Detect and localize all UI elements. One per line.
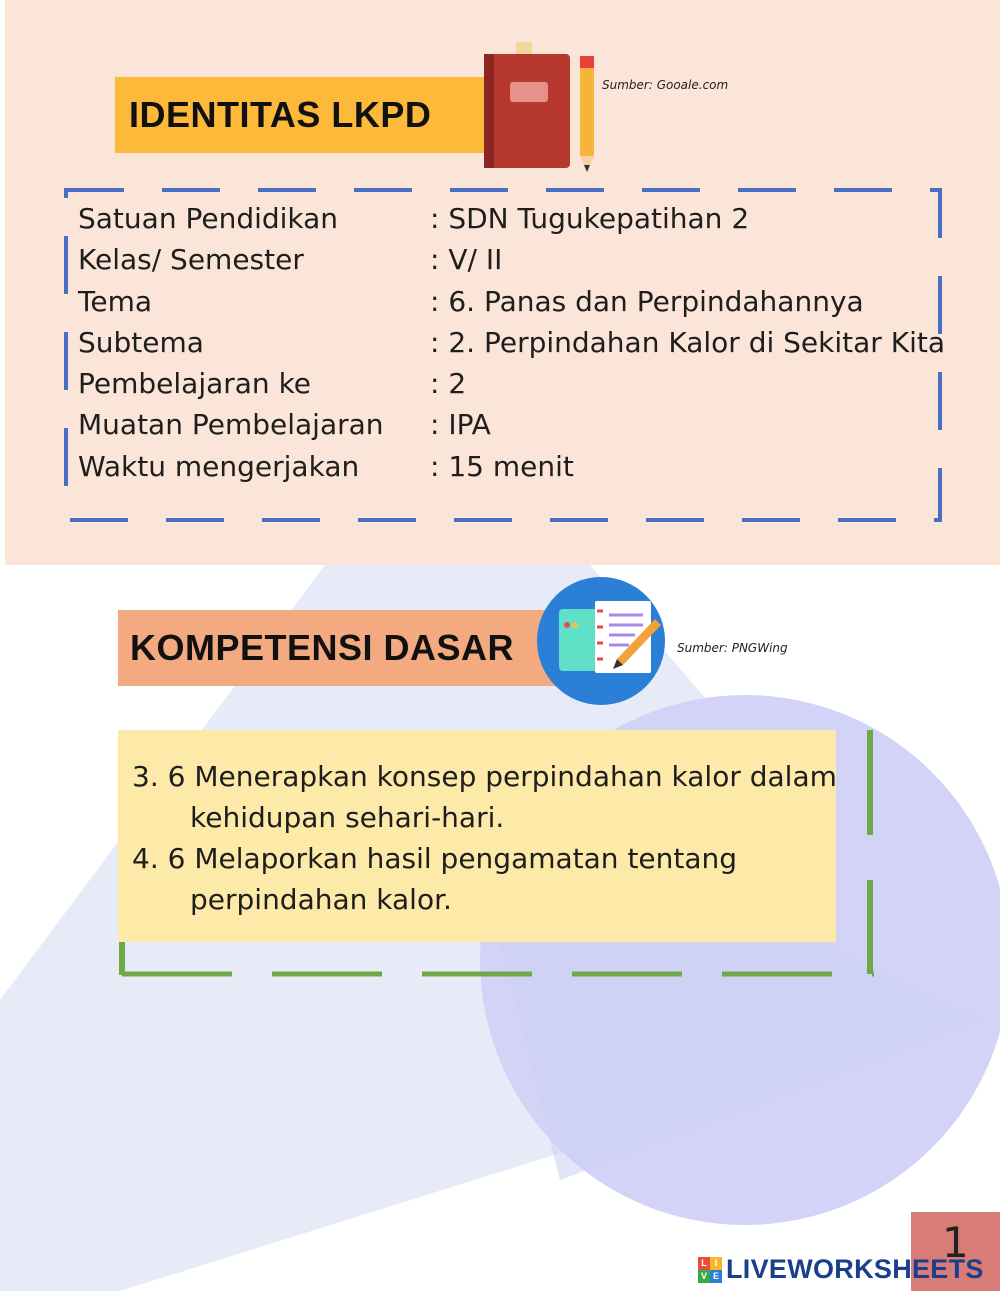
kompetensi-list bbox=[132, 756, 837, 920]
row-value: : 2. Perpindahan Kalor di Sekitar Kita bbox=[430, 325, 945, 359]
kompetensi-item bbox=[132, 838, 837, 920]
kompetensi-item-line: perpindahan kalor. bbox=[190, 883, 452, 916]
liveworksheets-logo-text: LIVEWORKSHEETS bbox=[726, 1254, 984, 1284]
liveworksheets-logo[interactable] bbox=[698, 1254, 984, 1285]
kompetensi-image-source: Sumber: PNGWing bbox=[677, 641, 788, 655]
row-value: : SDN Tugukepatihan 2 bbox=[430, 202, 750, 235]
logo-letter: I bbox=[710, 1257, 722, 1270]
notebook-pen-icon bbox=[535, 575, 667, 707]
row-label: Satuan Pendidikan bbox=[78, 202, 339, 235]
identitas-image-source: Sumber: Gooale.com bbox=[602, 78, 729, 92]
row-label: Waktu mengerjakan bbox=[78, 449, 360, 483]
kompetensi-item bbox=[132, 756, 837, 838]
row-label: Tema bbox=[78, 284, 153, 318]
row-label: Muatan Pembelajaran bbox=[78, 408, 384, 442]
kompetensi-item-line: 3. 6 Menerapkan konsep perpindahan kalor dalam bbox=[132, 760, 837, 793]
row-label: Kelas/ Semester bbox=[78, 243, 304, 277]
row-label: Subtema bbox=[78, 325, 204, 359]
kompetensi-item-line: kehidupan sehari-hari. bbox=[190, 801, 505, 834]
row-value: : 15 menit bbox=[430, 449, 574, 483]
identitas-heading: IDENTITAS LKPD bbox=[115, 77, 490, 153]
row-value: : V/ II bbox=[430, 243, 503, 277]
row-label: Pembelajaran ke bbox=[78, 367, 312, 401]
logo-letter: V bbox=[698, 1270, 710, 1283]
kompetensi-item-line: 4. 6 Melaporkan hasil pengamatan tentang bbox=[132, 842, 738, 875]
page-number: 1 bbox=[942, 1218, 969, 1267]
kompetensi-heading: KOMPETENSI DASAR bbox=[118, 610, 558, 686]
book-pencil-icon bbox=[480, 40, 600, 172]
row-value: : 2 bbox=[430, 367, 467, 401]
liveworksheets-logo-icon bbox=[698, 1257, 722, 1283]
row-value: : IPA bbox=[430, 408, 491, 442]
logo-letter: L bbox=[698, 1257, 710, 1270]
row-value: : 6. Panas dan Perpindahannya bbox=[430, 284, 864, 318]
logo-letter: E bbox=[710, 1270, 722, 1283]
